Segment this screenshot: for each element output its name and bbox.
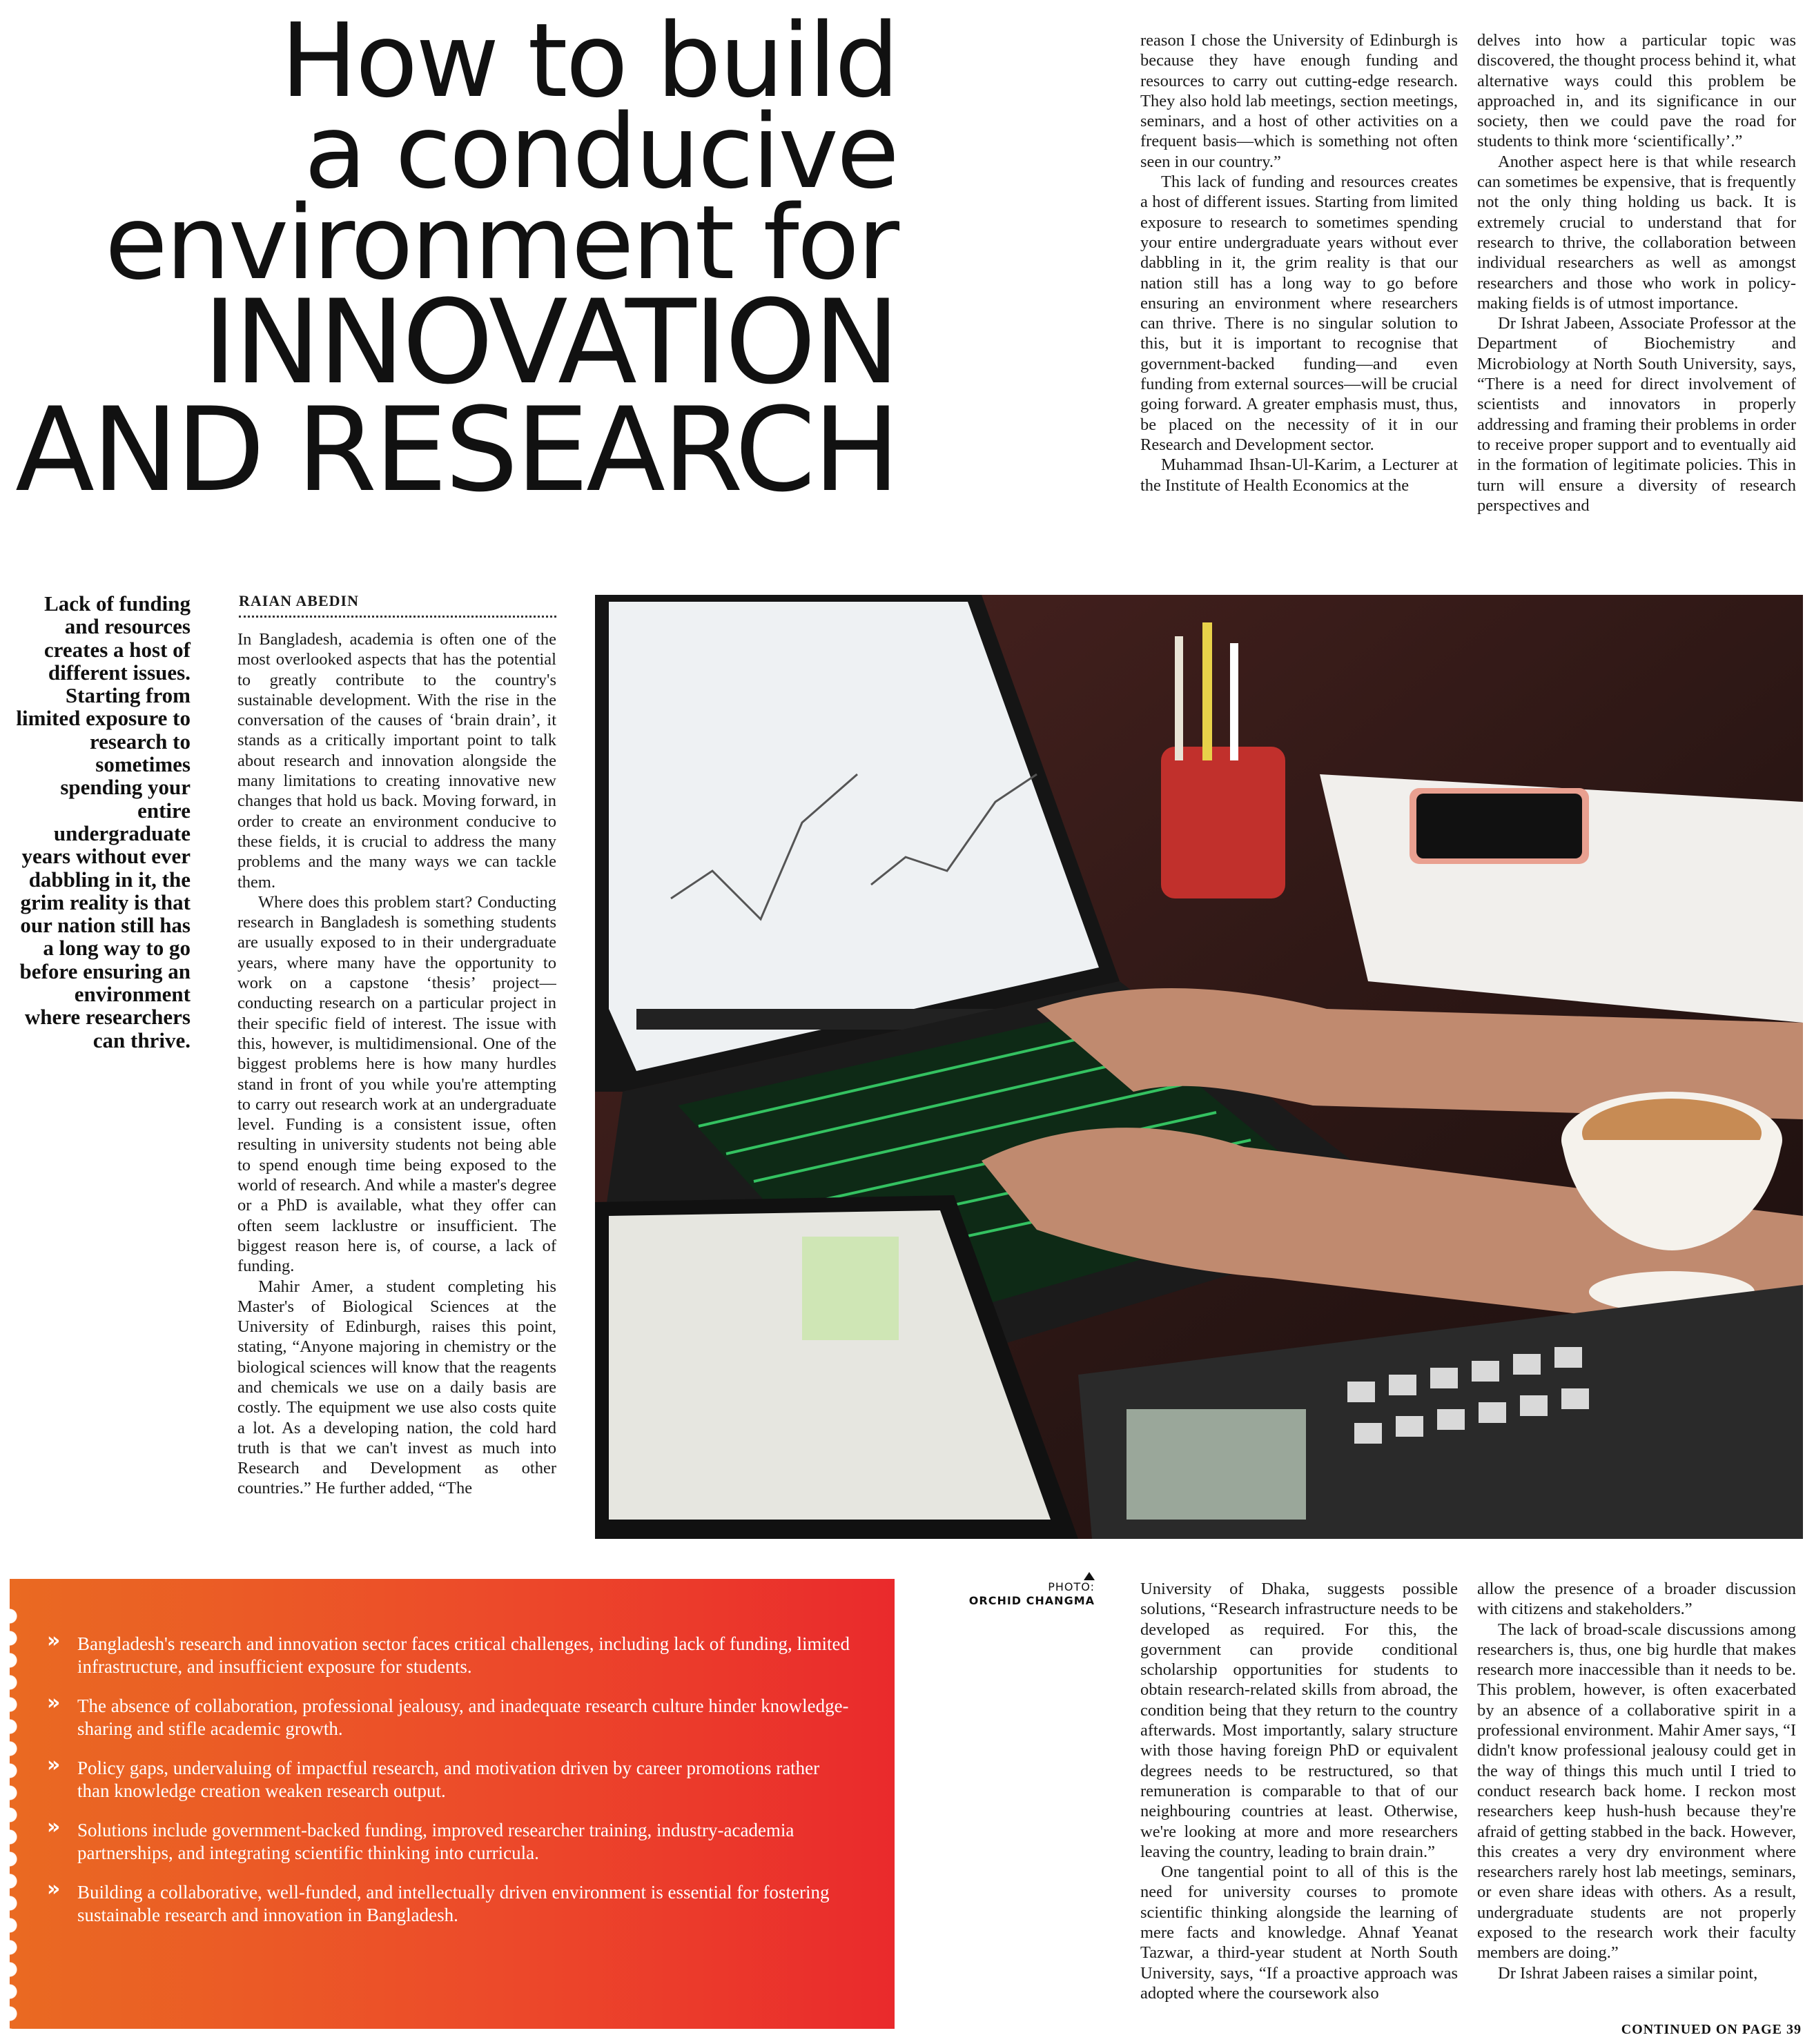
article-photo [595,595,1803,1539]
double-chevron-right-icon: » [47,1877,61,1901]
double-chevron-right-icon: » [47,1691,61,1715]
column-5 [1477,1579,1796,2021]
headline-line-3: environment for [104,184,897,302]
paragraph: Another aspect here is that while research can sometimes be expensive, that is frequently not the only thing holding us back. It is extremely crucial to understand that for research to thrive, the collaboration between individual researchers as well as amongst researchers and those who work in policy-making fields is of utmost importance. [1477,152,1796,313]
double-chevron-right-icon: » [47,1753,61,1777]
column-2 [1140,30,1458,548]
byline: RAIAN ABEDIN [239,592,556,618]
double-chevron-right-icon: » [47,1815,61,1839]
perforation-decoration [0,1606,19,2034]
pull-quote: Lack of funding and resources creates a host of different issues. Starting from limited exposure to research to sometimes spending your entire undergraduate years without ever dabbling in it, the grim reality is that our nation still has a long way to go before ensuring an environment where researchers can thrive. [16,591,191,1052]
paragraph: allow the presence of a broader discussion with citizens and stakeholders.” [1477,1580,1796,1619]
paragraph: Dr Ishrat Jabeen, Associate Professor at the Department of Biochemistry and Microbiology at North South University, says, “There is a need for direct involvement of scientists and innovators in properly addressing and framing their problems in order to receive proper support and to eventually aid in the formation of legitimate policies. This in turn will ensure a diversity of research perspectives and [1477,314,1796,515]
continued-label: CONTINUED ON PAGE 39 [1621,2022,1802,2037]
credit-arrow-icon [1084,1572,1095,1580]
headline [0,1,897,518]
paragraph: Mahir Amer, a student completing his Master's of Biological Sciences at the University of Edinburgh, raises this point, stating, “Anyone majoring in chemistry or the biological sciences will know that the reagents and chemicals we use on a daily basis are costly. The equipment we use also costs quite a lot. As a developing nation, the cold hard truth is that we can't invest as much into Research and Development as other countries.” He further added, “The [237,1277,556,1498]
summary-item: » Policy gaps, undervaluing of impactful research, and motivation driven by career promotions rather than knowledge creation weaken research output. [47,1753,820,1801]
column-4 [1140,1579,1458,2021]
paragraph: University of Dhaka, suggests possible solutions, “Research infrastructure needs to be developed as required. For this, the government can provide conditional scholarship opportunities for students to obtain research-related skills from abroad, the condition being that they return to the country afterwards. Most importantly, salary structure with those having foreign PhD or equivalent degrees needs to be restructured, so that remuneration is comparable to that of our neighbouring countries at least. Otherwise, we're looking at more and more researchers leaving the country, leading to brain drain.” [1140,1580,1458,1861]
summary-item: » The absence of collaboration, professional jealousy, and inadequate research culture hinder knowledge-sharing and stifle academic growth. [47,1691,849,1739]
summary-item: » Solutions include government-backed funding, improved researcher training, industry-academia partnerships, and integrating scientific thinking into curricula. [47,1815,794,1863]
paragraph: Dr Ishrat Jabeen raises a similar point, [1498,1963,1758,1983]
paragraph: Muhammad Ihsan-Ul-Karim, a Lecturer at the Institute of Health Economics at the [1140,455,1458,495]
paragraph: In Bangladesh, academia is often one of the most overlooked aspects that has the potential to greatly contribute to the country's sustainable development. With the rise in the conversation of the causes of ‘brain drain’, it stands as a critically important point to talk about research and innovation alongside the many limitations to creating innovative new changes that hold us back. Moving forward, in order to create an environment conducive to these fields, it is crucial to address the many problems and the many ways we can tackle them. [237,630,556,892]
headline-line-5: AND RESEARCH [15,382,897,518]
paragraph: This lack of funding and resources creates a host of different issues. Starting from limited exposure to research to sometimes spending your entire undergraduate years without ever dabbling in it, the grim reality is that our nation still has a long way to go before ensuring an environment where researchers can thrive. There is no singular solution to this, but it is important to recognise that government-backed funding—and even funding from external sources—will be crucial going forward. A greater emphasis must, thus, be placed on the necessity of it in our Research and Development sector. [1140,173,1458,454]
laptop-desk-illustration [595,595,1803,1539]
photo-credit-label: PHOTO: [1048,1580,1095,1593]
paragraph: reason I chose the University of Edinburgh is because they have enough funding and resources to carry out cutting-edge research. They also hold lab meetings, section meetings, seminars, and a host of other activities on a frequent basis—which is something not often seen in our country.” [1140,31,1458,171]
column-1 [237,629,556,1533]
photo-credit-name: ORCHID CHANGMA [968,1594,1095,1607]
headline-line-4: INNOVATION [202,275,897,410]
summary-item: » Bangladesh's research and innovation sector faces critical challenges, including lack of funding, limited infrastructure, and insufficient exposure for students. [47,1629,850,1677]
summary-box [10,1579,895,2029]
headline-line-1: How to build [280,1,897,120]
column-3 [1477,30,1796,548]
paragraph: The lack of broad-scale discussions among researchers is, thus, one big hurdle that makes research more inaccessible than it needs to be. This problem, however, is often exacerbated by an absence of a collaborative spirit in a professional environment. Mahir Amer says, “I didn't know professional jealousy could get in the way of things this much until I tried to conduct research back home. I reckon most researchers keep hush-hush because they're afraid of getting stabbed in the back. However, this creates a very dry environment where researchers rarely host lab meetings, seminars, or even share ideas with others. As a result, undergraduate students are not properly exposed to the research work their faculty members are doing.” [1477,1620,1796,1963]
headline-line-2: a conducive [304,92,897,211]
paragraph: delves into how a particular topic was discovered, the thought process behind it, what alternative ways could this problem be approached in, and its significance in our society, then we could pave the road for students to think more ‘scientifically’.” [1477,31,1796,151]
paragraph: One tangential point to all of this is the need for university courses to promote scientific thinking alongside the learning of mere facts and knowledge. Ahnaf Yeanat Tazwar, a third-year student at North South University, says, “If a proactive approach was adopted where the coursework also [1140,1863,1458,2003]
double-chevron-right-icon: » [47,1629,61,1653]
summary-list [10,1579,895,1926]
photo-credit [966,1580,1095,1608]
paragraph: Where does this problem start? Conducting research in Bangladesh is something students are usually exposed to in their undergraduate years, where many have the opportunity to work on a capstone ‘thesis’ project—conducting research on a particular project in their specific field of interest. The issue with this, however, is multidimensional. One of the biggest problems here is how many hurdles stand in front of you while you're attempting to carry out research work at an undergraduate level. Funding is a consistent issue, often resulting in university students not being able to spend enough time being exposed to the world of research. And while a master's degree or a PhD is available, what they offer can often seem lacklustre or insufficient. The biggest reason here is, of course, a lack of funding. [237,892,556,1276]
summary-item: » Building a collaborative, well-funded, and intellectually driven environment is essential for fostering sustainable research and innovation in Bangladesh. [47,1877,830,1925]
